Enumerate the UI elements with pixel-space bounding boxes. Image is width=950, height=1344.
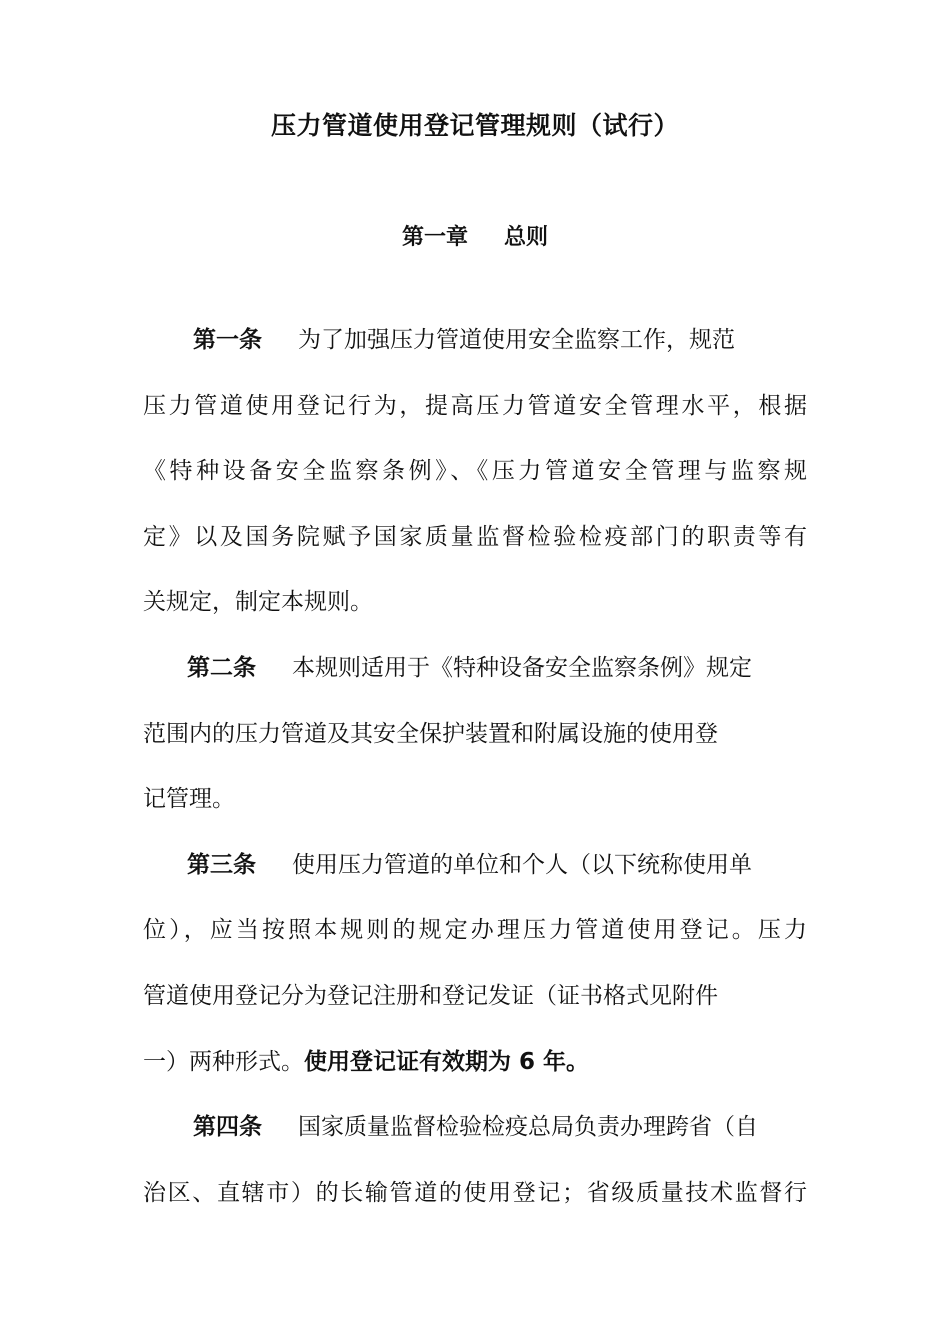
article-3-line-4 bbox=[143, 1030, 807, 1096]
article-1-line-5: 关规定，制定本规则。 bbox=[143, 589, 373, 616]
article-1-line-2: 压力管道使用登记行为，提高压力管道安全管理水平，根据 bbox=[143, 392, 807, 419]
article-1-line-4: 定》以及国务院赋予国家质量监督检验检疫部门的职责等有 bbox=[143, 523, 807, 550]
chapter-name: 总则 bbox=[504, 225, 549, 250]
article-3-line-3: 管道使用登记分为登记注册和登记发证（证书格式见附件 bbox=[143, 982, 718, 1009]
document-body bbox=[143, 308, 807, 1226]
article-heading: 第四条 bbox=[193, 1114, 262, 1141]
article-heading: 第三条 bbox=[187, 851, 256, 878]
article-2-line-3: 记管理。 bbox=[143, 786, 235, 813]
article-3-line-2: 位），应当按照本规则的规定办理压力管道使用登记。压力 bbox=[143, 917, 807, 944]
article-4-line-1 bbox=[143, 1095, 807, 1161]
article-heading: 第一条 bbox=[193, 327, 262, 353]
article-3-line-1 bbox=[143, 833, 807, 899]
article-1-line-3: 《特种设备安全监察条例》、《压力管道安全管理与监察规 bbox=[143, 458, 807, 485]
article-emphasis: 使用登记证有效期为 6 年。 bbox=[304, 1048, 590, 1075]
chapter-label: 第一章 bbox=[401, 225, 468, 250]
article-heading: 第二条 bbox=[187, 654, 256, 681]
article-text: 为了加强压力管道使用安全监察工作，规范 bbox=[298, 327, 735, 353]
document-title: 压力管道使用登记管理规则（试行） bbox=[270, 111, 679, 140]
chapter-heading bbox=[0, 218, 950, 258]
article-2-line-1 bbox=[143, 636, 807, 702]
article-2-line-2: 范围内的压力管道及其安全保护装置和附属设施的使用登 bbox=[143, 720, 718, 747]
article-text: 国家质量监督检验检疫总局负责办理跨省（自 bbox=[298, 1114, 758, 1141]
article-4-line-2: 治区、直辖市）的长输管道的使用登记；省级质量技术监督行 bbox=[143, 1179, 807, 1206]
article-text: 本规则适用于《特种设备安全监察条例》规定 bbox=[292, 654, 752, 681]
article-text: 使用压力管道的单位和个人（以下统称使用单 bbox=[292, 851, 752, 878]
article-1-line-1 bbox=[143, 308, 807, 374]
article-text: 一）两种形式。 bbox=[143, 1048, 304, 1075]
